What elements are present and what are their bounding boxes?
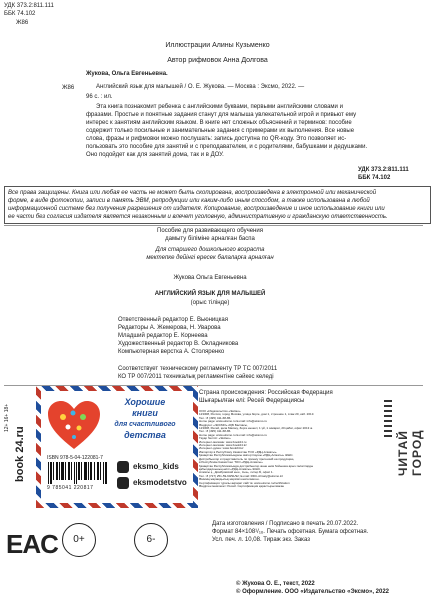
age-vertical-text: 12+ 16+ 18+ [4, 403, 10, 432]
eac-mark: EAC [6, 529, 58, 559]
tech-regulation: Соответствует техническому регламенту ТР ТС 007/2011 КО ТР 007/2011 техникалық регламентiне сәйкес келедi [118, 366, 278, 380]
print-info: Дата изготовления / Подписано в печать 20.07.2022. Формат 84×108¹/₁₆. Печать офсетная. Бумага офсетная. Усл. печ. л. 10,08. Тираж экз. Заказ [212, 521, 369, 543]
catalog-line2: 96 с. : ил. [86, 94, 113, 100]
barcode-number: 9 785041 220817 [47, 485, 94, 491]
catalog-bbk: ББК 74.102 [358, 175, 391, 181]
catalog-author: Жукова, Ольга Евгеньевна. [86, 71, 168, 77]
book24-url: book 24.ru [14, 426, 26, 482]
promo-title: Хорошие книги для счастливого детства [114, 397, 176, 440]
illustrations-credit: Иллюстрации Алины Кузьменко [165, 42, 270, 49]
credits-block: Ответственный редактор Е. Вьюницкая Редакторы А. Жемерова, Н. Уварова Младший редактор Е. Корнеева Художественный редактор В. Окладникова Компьютерная верстка А. Столяренко [118, 317, 239, 355]
header-bbk: ББК 74.102 [4, 11, 36, 17]
purpose-block: Пособие для развивающего обучения дамыту бiлiмiне арналған баспа Для старшего дошкольного возраста мектепке дейiнгi ересек балаларға арналған [146, 228, 274, 261]
barcode-icon [47, 462, 109, 484]
book-title: АНГЛИЙСКИЙ ЯЗЫК ДЛЯ МАЛЫШЕЙ [154, 291, 266, 297]
catalog-abstract: Эта книга познакомит ребенка с английскими буквами, первыми английскими словами и фразами. Простые и понятные задания станут для малыша увлекательной игрой и привьют ему интерес к занятиям английским языком. В книге нет сложных объяснений и терминов: пособие содержит только посильные и занимательные задания с примерами их выполнения. Все новые слова, фразы и рифмовки можно послушать: запись доступна по QR-коду. Это позволяет ис- пользовать это пособие для занятий и с преподавателем, и с родителями, бабушками и дедушками. Оно подойдет как для занятий дома, так и в ДОУ. [86, 104, 368, 158]
vk-icon [117, 477, 129, 489]
chitai-gorod-logo [384, 400, 392, 470]
catalog-code: Ж86 [62, 85, 75, 91]
book-title-language: (орыс тiлiнде) [190, 300, 230, 306]
author-name: Жукова Ольга Евгеньевна [173, 275, 247, 281]
isbn: ISBN 978-5-04-122081-7 [47, 455, 103, 461]
handle-kids: eksmo_kids [133, 462, 179, 471]
catalog-line1: Английский язык для малышей / О. Е. Жукова. — Москва : Эксмо, 2022. — [96, 84, 305, 90]
rhymes-credit: Автор рифмовок Анна Долгова [167, 57, 268, 64]
promo-box [36, 386, 198, 508]
instagram-icon [117, 461, 129, 473]
rights-notice: Все права защищены. Книга или любая ее часть не может быть скопирована, воспроизведена в электронной или механической форме, в виде фотокопии, записи в память ЭВМ, репродукции или каким-либо иным способом, а также использована в любой информационной системе без получения разрешения от издателя. Копирование, воспроизведение и иное использование книги или ее части без согласия издателя является незаконным и влечет уголовную, административную и гражданскую ответственность. [4, 186, 431, 224]
publisher-info: ООО «Издательство «Эксмо» 123308, Россия, город Москва, улица Зорге, дом 1, строение 1, этаж 20, каб. 2013. Тел.: 8 (495) 411-68-86. Home page: www.eksmo.ru E-mail: info@eksmo.ru Өндiрушi: «ЭКСМО» АҚБ Баспасы, 123308, Ресей, қала Мәскеу, Зорге көшесi, 1 үй, 1 ғимарат, 20 қабат, офис 2013 ж. Тел.: 8 (495) 411-68-86. Home page: www.eksmo.ru E-mail: info@eksmo.ru Тауар белгiсi: «Эксмо» Интернет-магазин: www.book24.ru Интернет-магазин: www.book24.kz Интернет-дүкен: www.book24.kz Импортёр в Республику Казахстан ТОО «РДЦ-Алматы». Қазақстан Республикасындағы импорттаушы «РДЦ-Алматы» ЖШС. Дистрибьютор и представитель по приему претензий на продукцию, в Республике Казахстан: ТОО «РДЦ-Алматы» Қазақстан Республикасында дистрибьютор және өнiм бойынша арыз-талаптарды қабылдаушының өкiлi «РДЦ-Алматы» ЖШС, Алматы қ., Домбровский көш., 3«а», литер Б, офис 1. Тел.: 8 (727) 251-59-90/91/92; E-mail: RDC-Almaty@eksmo.kz Өнiмнiң жарамдылық мерзiмi шектелмеген. Сертификация туралы ақпарат сайтта: www.eksmo.ru/certification Өндiрген мемлекет: Ресей. Сертификация қарастырылмаған [199, 409, 315, 488]
header-code: Ж86 [16, 20, 29, 26]
copyright: © Жукова О. Е., текст, 2022 © Оформление. ООО «Издательство «Эксмо», 2022 [236, 581, 390, 595]
age-rating-6: 6- [134, 523, 168, 557]
heart-icon [46, 399, 102, 451]
chitai-gorod-text: ЧИТАЙ ГОРОД [396, 429, 424, 476]
country-of-origin: Страна происхождения: Российская Федерация Шығарылған елi: Ресей Федерациясы [199, 390, 333, 404]
header-udk: УДК 373.2:811.111 [4, 3, 54, 9]
handle-detstvo: eksmodetstvo [133, 478, 187, 487]
catalog-udk: УДК 373.2:811.111 [358, 167, 409, 173]
age-rating-0: 0+ [62, 523, 96, 557]
